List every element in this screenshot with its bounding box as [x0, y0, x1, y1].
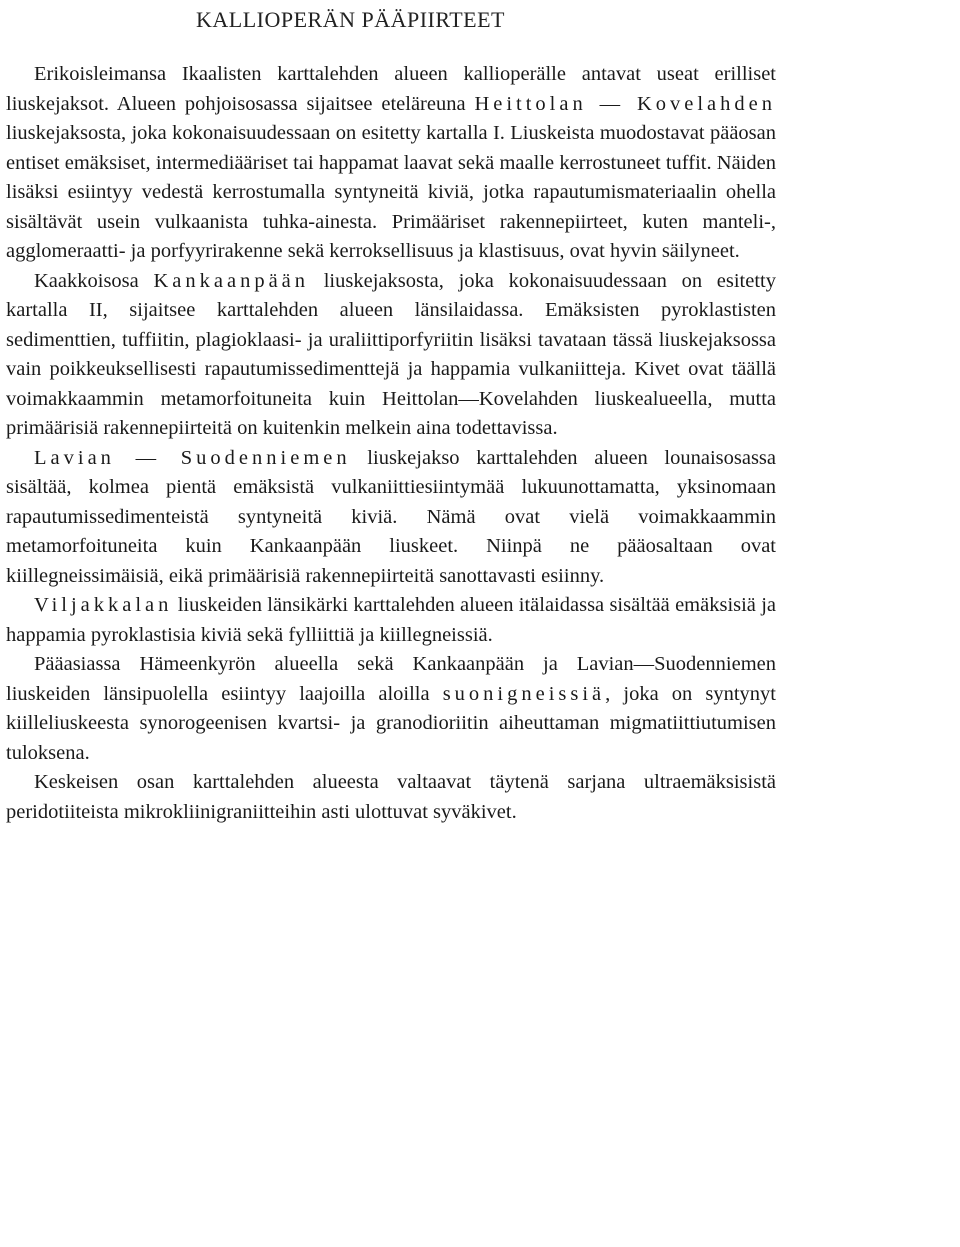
paragraph-viljakkala	[6, 591, 776, 650]
text-run: liuskeiden länsikärki karttalehden alueen itälaidassa sisältää emäksisiä ja happamia pyroklastisia kiviä sekä fylliittiä ja kiillegneissiä.	[6, 594, 776, 646]
text-run: liuskejakso karttalehden alueen lounaisosassa sisältää, kolmea pientä emäksistä vulkaniittiesiintymää lukuunottamatta, yksinomaan rapautumissedimenteistä syntyneitä kiviä. Nämä ovat vielä voimakkaammin metamorfoituneita kuin Kankaanpään liuskeet. Niinpä ne pääosaltaan ovat kiillegneissimäisiä, eikä primäärisiä rakennepiirteitä sanottavasti esiinny.	[6, 446, 776, 587]
text-run: , joka on syntynyt kiilleliuskeesta synorogeenisen kvartsi- ja granodioriitin aiheuttaman migmatiittiutumisen tuloksena.	[6, 682, 776, 764]
paragraph-lavia	[6, 444, 776, 592]
paragraph-hameenkyro	[6, 650, 776, 768]
spaced-name: Lavian — Suodenniemen	[34, 446, 351, 469]
text-run: Pääasiassa Hämeenkyrön alueella sekä Kankaanpään ja Lavian—Suodenniemen liuskeiden länsipuolella esiintyy laajoilla aloilla	[6, 653, 776, 705]
spaced-name: suonigneissiä	[442, 682, 606, 705]
paragraph-heittola	[6, 60, 776, 267]
text-run: Erikoisleimansa Ikaalisten karttalehden alueen kallioperälle antavat useat erilliset liuskejaksot. Alueen pohjoisosassa sijaitsee eteläreuna	[6, 63, 776, 115]
spaced-name: Viljakkalan	[34, 594, 173, 616]
text-run: liuskejaksosta, joka kokonaisuudessaan on esitetty kartalla I. Liuskeista muodostavat pääosan entiset emäksiset, intermediääriset tai happamat laavat sekä maalle kerrostuneet tuffit. Näiden lisäksi esiintyy vedestä kerrostumalla syntyneitä kiviä, jotka rapautumismateriaalin ohella sisältävät usein vulkaanista tuhka-ainesta. Primääriset rakennepiirteet, kuten manteli-, agglomeraatti- ja porfyyrirakenne sekä kerroksellisuus ja klastisuus, ovat hyvin säilyneet.	[6, 122, 776, 262]
spaced-name: Kankaanpään	[153, 269, 310, 292]
page-heading: KALLIOPERÄN PÄÄPIIRTEET	[196, 7, 505, 32]
paragraph-kankaanpaa	[6, 267, 776, 444]
text-run: Kaakkoisosa	[34, 269, 154, 292]
document-page	[6, 0, 776, 827]
text-run: liuskejaksosta, joka kokonaisuudessaan on esitetty kartalla II, sijaitsee karttalehden alueen länsilaidassa. Emäksisten pyroklastisten sedimenttien, tuffiitin, plagioklaasi- ja uraliittiporfyriitin lisäksi tavataan tässä liuskejaksossa vain poikkeuksellisesti rapautumissedimenttejä ja happamia vulkaniitteja. Kivet ovat täällä voimakkaammin metamorfoituneita kuin Heittolan—Kovelahden liuskealueella, mutta primäärisiä rakennepiirteitä on kuitenkin melkein aina todettavissa.	[6, 269, 776, 439]
paragraph-keskeinen	[6, 768, 776, 827]
spaced-name: Heittolan — Kovelahden	[474, 92, 776, 115]
text-run: Keskeisen osan karttalehden alueesta valtaavat täytenä sarjana ultraemäksisistä peridotiiteista mikrokliinigraniitteihin asti ulottuvat syväkivet.	[6, 771, 776, 823]
